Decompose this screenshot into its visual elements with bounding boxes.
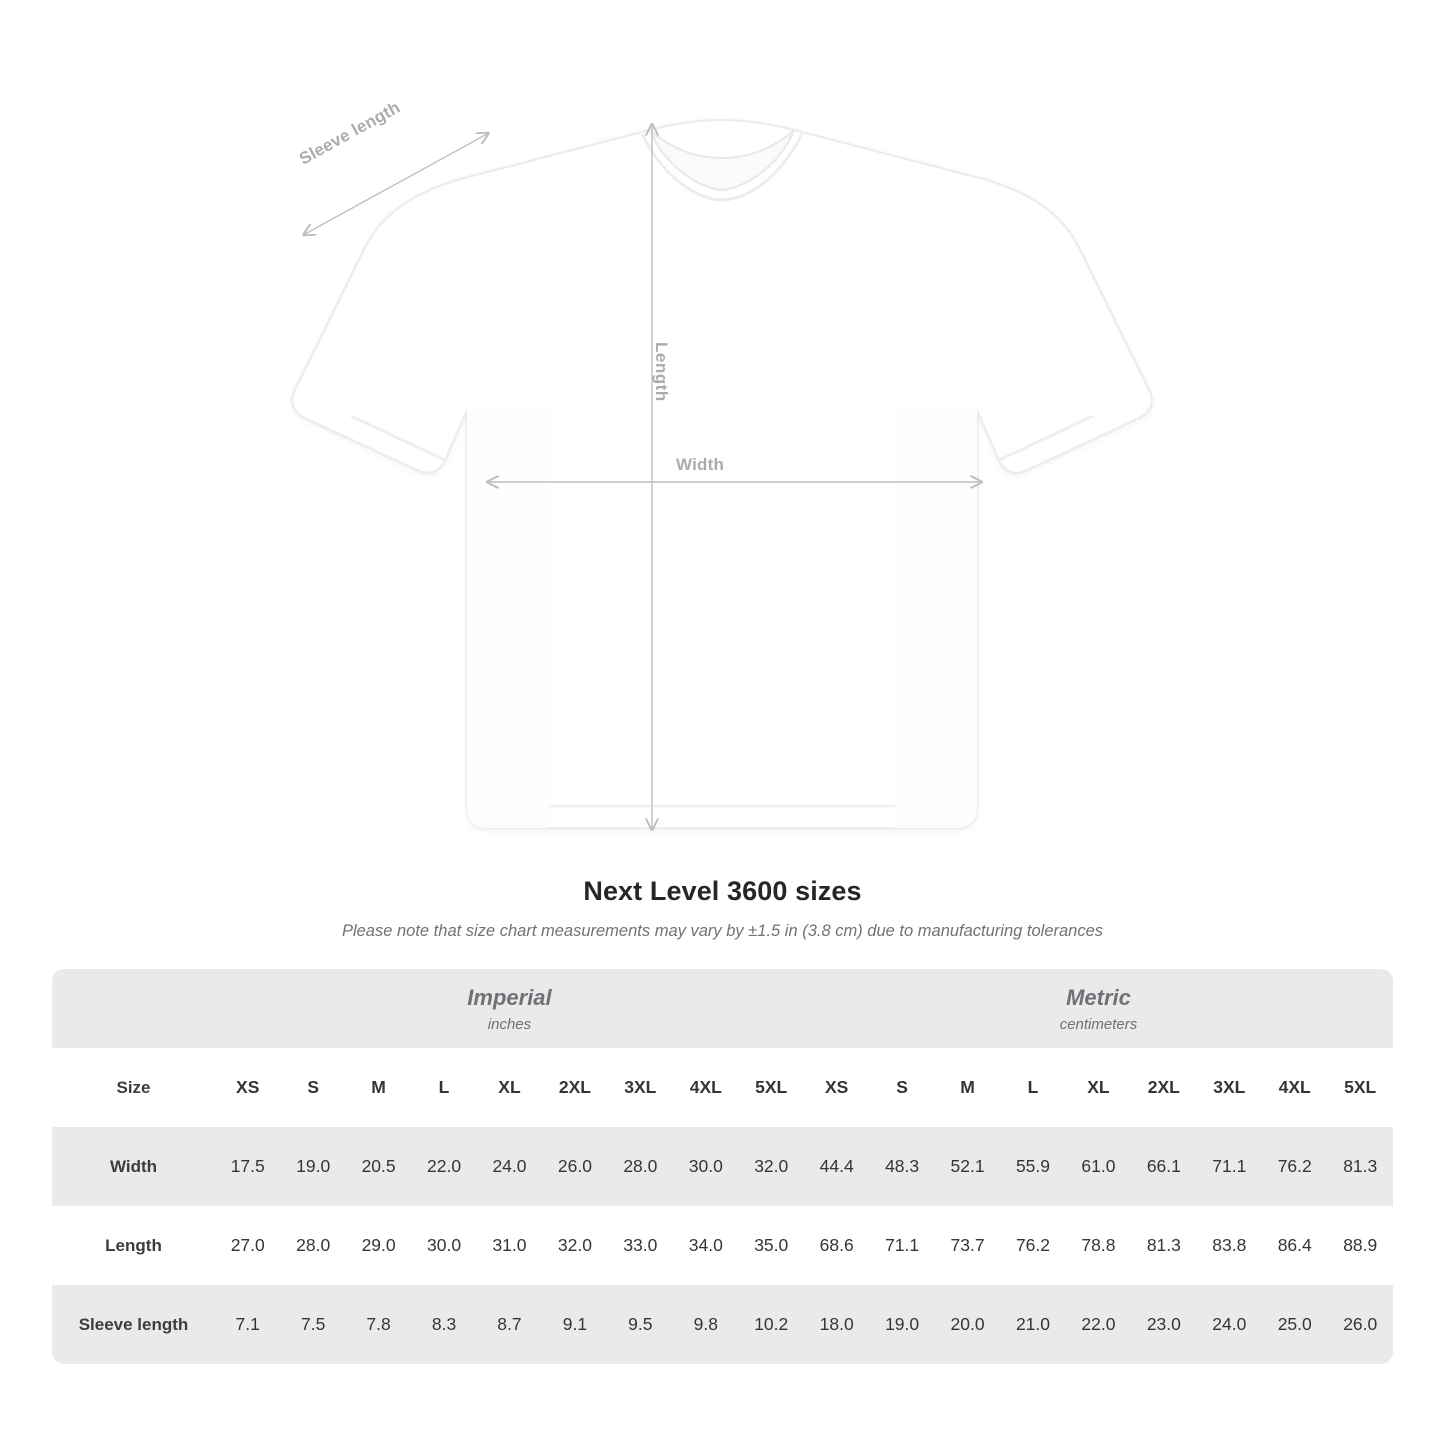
width-imperial-3xl: 28.0 (608, 1127, 673, 1206)
size-col-imperial-s: S (280, 1048, 345, 1127)
tolerance-note: Please note that size chart measurements may vary by ±1.5 in (3.8 cm) due to manufacturing tolerances (341, 922, 1104, 940)
width-metric-l: 55.9 (1000, 1127, 1065, 1206)
sleeve-imperial-xs: 7.1 (215, 1285, 280, 1364)
length-imperial-m: 29.0 (346, 1206, 411, 1285)
sleeve-metric-5xl: 26.0 (1327, 1285, 1393, 1364)
width-imperial-5xl: 32.0 (739, 1127, 804, 1206)
width-metric-5xl: 81.3 (1327, 1127, 1393, 1206)
heading-block (0, 876, 1445, 941)
width-imperial-m: 20.5 (346, 1127, 411, 1206)
sleeve-metric-2xl: 23.0 (1131, 1285, 1196, 1364)
length-imperial-xl: 31.0 (477, 1206, 542, 1285)
row-label-sleeve-length: Sleeve length (52, 1285, 215, 1364)
size-col-metric-xs: XS (804, 1048, 869, 1127)
size-col-imperial-4xl: 4XL (673, 1048, 738, 1127)
length-imperial-5xl: 35.0 (739, 1206, 804, 1285)
size-col-imperial-5xl: 5XL (739, 1048, 804, 1127)
size-header-row (52, 1048, 1393, 1127)
length-imperial-s: 28.0 (280, 1206, 345, 1285)
size-col-metric-xl: XL (1066, 1048, 1131, 1127)
length-imperial-l: 30.0 (411, 1206, 476, 1285)
sleeve-metric-s: 19.0 (869, 1285, 934, 1364)
width-metric-s: 48.3 (869, 1127, 934, 1206)
length-imperial-2xl: 32.0 (542, 1206, 607, 1285)
size-table-container (52, 969, 1393, 1364)
sleeve-imperial-m: 7.8 (346, 1285, 411, 1364)
width-metric-xl: 61.0 (1066, 1127, 1131, 1206)
page-title: Next Level 3600 sizes (583, 876, 862, 906)
length-metric-3xl: 83.8 (1197, 1206, 1262, 1285)
sleeve-metric-m: 20.0 (935, 1285, 1000, 1364)
size-col-imperial-xl: XL (477, 1048, 542, 1127)
length-metric-2xl: 81.3 (1131, 1206, 1196, 1285)
sleeve-metric-4xl: 25.0 (1262, 1285, 1327, 1364)
sleeve-imperial-4xl: 9.8 (673, 1285, 738, 1364)
length-metric-m: 73.7 (935, 1206, 1000, 1285)
sleeve-imperial-3xl: 9.5 (608, 1285, 673, 1364)
width-metric-4xl: 76.2 (1262, 1127, 1327, 1206)
length-metric-xs: 68.6 (804, 1206, 869, 1285)
metric-title: Metric (1066, 985, 1131, 1011)
size-col-imperial-xs: XS (215, 1048, 280, 1127)
metric-header (804, 969, 1393, 1048)
size-col-imperial-m: M (346, 1048, 411, 1127)
length-imperial-xs: 27.0 (215, 1206, 280, 1285)
table-row-sleeve-length (52, 1285, 1393, 1364)
width-imperial-2xl: 26.0 (542, 1127, 607, 1206)
sleeve-imperial-xl: 8.7 (477, 1285, 542, 1364)
size-col-imperial-3xl: 3XL (608, 1048, 673, 1127)
system-header-row (52, 969, 1393, 1048)
sleeve-length-label: Sleeve length (296, 97, 404, 169)
width-metric-m: 52.1 (935, 1127, 1000, 1206)
width-imperial-s: 19.0 (280, 1127, 345, 1206)
width-imperial-4xl: 30.0 (673, 1127, 738, 1206)
sleeve-imperial-l: 8.3 (411, 1285, 476, 1364)
size-col-metric-4xl: 4XL (1262, 1048, 1327, 1127)
length-imperial-3xl: 33.0 (608, 1206, 673, 1285)
imperial-header (215, 969, 804, 1048)
width-imperial-xl: 24.0 (477, 1127, 542, 1206)
table-row-length (52, 1206, 1393, 1285)
sleeve-imperial-5xl: 10.2 (739, 1285, 804, 1364)
sleeve-metric-l: 21.0 (1000, 1285, 1065, 1364)
length-metric-5xl: 88.9 (1327, 1206, 1393, 1285)
row-label-length: Length (52, 1206, 215, 1285)
length-metric-l: 76.2 (1000, 1206, 1065, 1285)
size-col-metric-s: S (869, 1048, 934, 1127)
sleeve-imperial-2xl: 9.1 (542, 1285, 607, 1364)
length-metric-xl: 78.8 (1066, 1206, 1131, 1285)
size-col-metric-l: L (1000, 1048, 1065, 1127)
length-imperial-4xl: 34.0 (673, 1206, 738, 1285)
width-imperial-l: 22.0 (411, 1127, 476, 1206)
size-col-imperial-l: L (411, 1048, 476, 1127)
size-col-metric-2xl: 2XL (1131, 1048, 1196, 1127)
length-metric-s: 71.1 (869, 1206, 934, 1285)
size-col-imperial-2xl: 2XL (542, 1048, 607, 1127)
length-label: Length (652, 342, 671, 402)
imperial-unit: inches (487, 1015, 532, 1033)
size-col-metric-3xl: 3XL (1197, 1048, 1262, 1127)
row-label-width: Width (52, 1127, 215, 1206)
sleeve-metric-xl: 22.0 (1066, 1285, 1131, 1364)
metric-unit: centimeters (1059, 1015, 1138, 1033)
width-metric-3xl: 71.1 (1197, 1127, 1262, 1206)
sleeve-imperial-s: 7.5 (280, 1285, 345, 1364)
width-metric-xs: 44.4 (804, 1127, 869, 1206)
size-table (52, 969, 1393, 1364)
imperial-title: Imperial (467, 985, 552, 1011)
sleeve-metric-3xl: 24.0 (1197, 1285, 1262, 1364)
system-header-spacer (52, 969, 215, 1048)
sleeve-metric-xs: 18.0 (804, 1285, 869, 1364)
length-metric-4xl: 86.4 (1262, 1206, 1327, 1285)
size-col-metric-5xl: 5XL (1327, 1048, 1393, 1127)
width-label: Width (676, 455, 725, 474)
width-imperial-xs: 17.5 (215, 1127, 280, 1206)
size-header-label: Size (52, 1048, 215, 1127)
table-row-width (52, 1127, 1393, 1206)
size-col-metric-m: M (935, 1048, 1000, 1127)
width-metric-2xl: 66.1 (1131, 1127, 1196, 1206)
